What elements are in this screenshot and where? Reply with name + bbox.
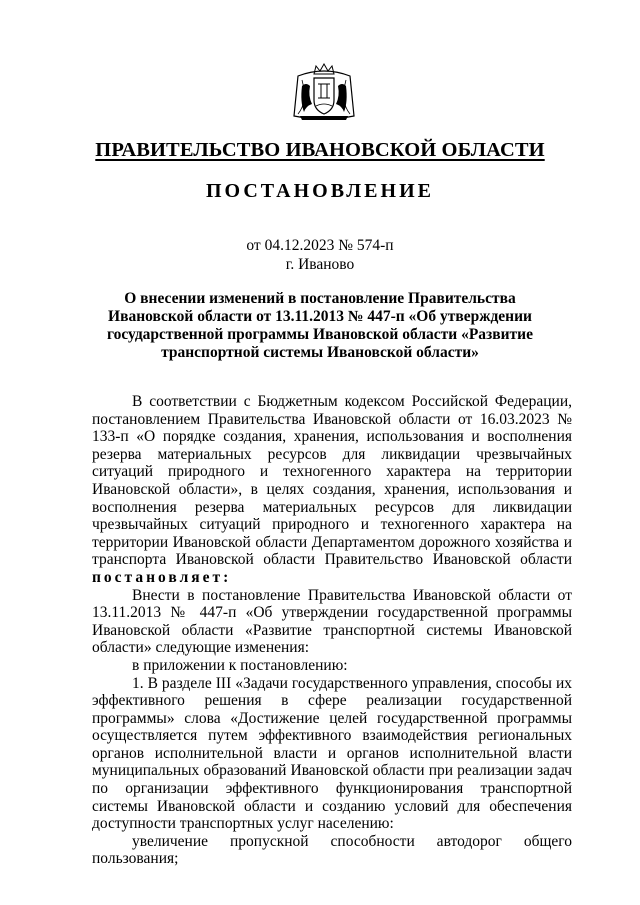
document-title: О внесении изменений в постановление Правительства Ивановской области от 13.11.2013 № 447-п «Об утверждении государственной программы Ивановской области «Развитие транспортной системы Ивановской области»: [106, 290, 533, 361]
organization-name: ПРАВИТЕЛЬСТВО ИВАНОВСКОЙ ОБЛАСТИ: [95, 139, 545, 161]
city: г. Иваново: [285, 256, 355, 273]
paragraph-amendment: Внести в постановление Правительства Ивановской области от 13.11.2013 № 447-п «Об утверждении государственной программы Ивановской области «Развитие транспортной системы Ивановской области» следующие изменения:: [92, 586, 572, 657]
coat-of-arms-icon: [288, 62, 360, 122]
paragraph-item-1: 1. В разделе III «Задачи государственного управления, способы их эффективного решения в сфере реализации государственной программы» слова «Достижение целей государственной программы осуществляется путем эффективного взаимодействия региональных органов исполнительной власти и органов исполнительной власти муниципальных образований Ивановской области при реализации задач по организации эффективного функционирования транспортной системы Ивановской области и созданию условий для обеспечения доступности транспортных услуг населению:: [92, 674, 572, 833]
paragraph-bullet: увеличение пропускной способности автодорог общего пользования;: [92, 832, 572, 868]
paragraph-preamble: В соответствии с Бюджетным кодексом Российской Федерации, постановлением Правительства Ивановской области от 16.03.2023 № 133-п «О порядке создания, хранения, использования и восполнения резерва материальных ресурсов для ликвидации чрезвычайных ситуаций природного и техногенного характера на территории Ивановской области», в целях создания, хранения, использования и восполнения резерва материальных ресурсов для ликвидации чрезвычайных ситуаций природного и техногенного характера на территории Ивановской области Департаментом дорожного хозяйства и транспорта Ивановской области Правительство Ивановской области постановляет:: [92, 393, 572, 586]
decree-word: постановляет:: [92, 568, 232, 586]
document-type: ПОСТАНОВЛЕНИЕ: [206, 180, 434, 202]
date-number: от 04.12.2023 № 574-п: [246, 237, 394, 254]
document-body: [92, 393, 572, 868]
paragraph-appendix: в приложении к постановлению:: [132, 656, 348, 674]
